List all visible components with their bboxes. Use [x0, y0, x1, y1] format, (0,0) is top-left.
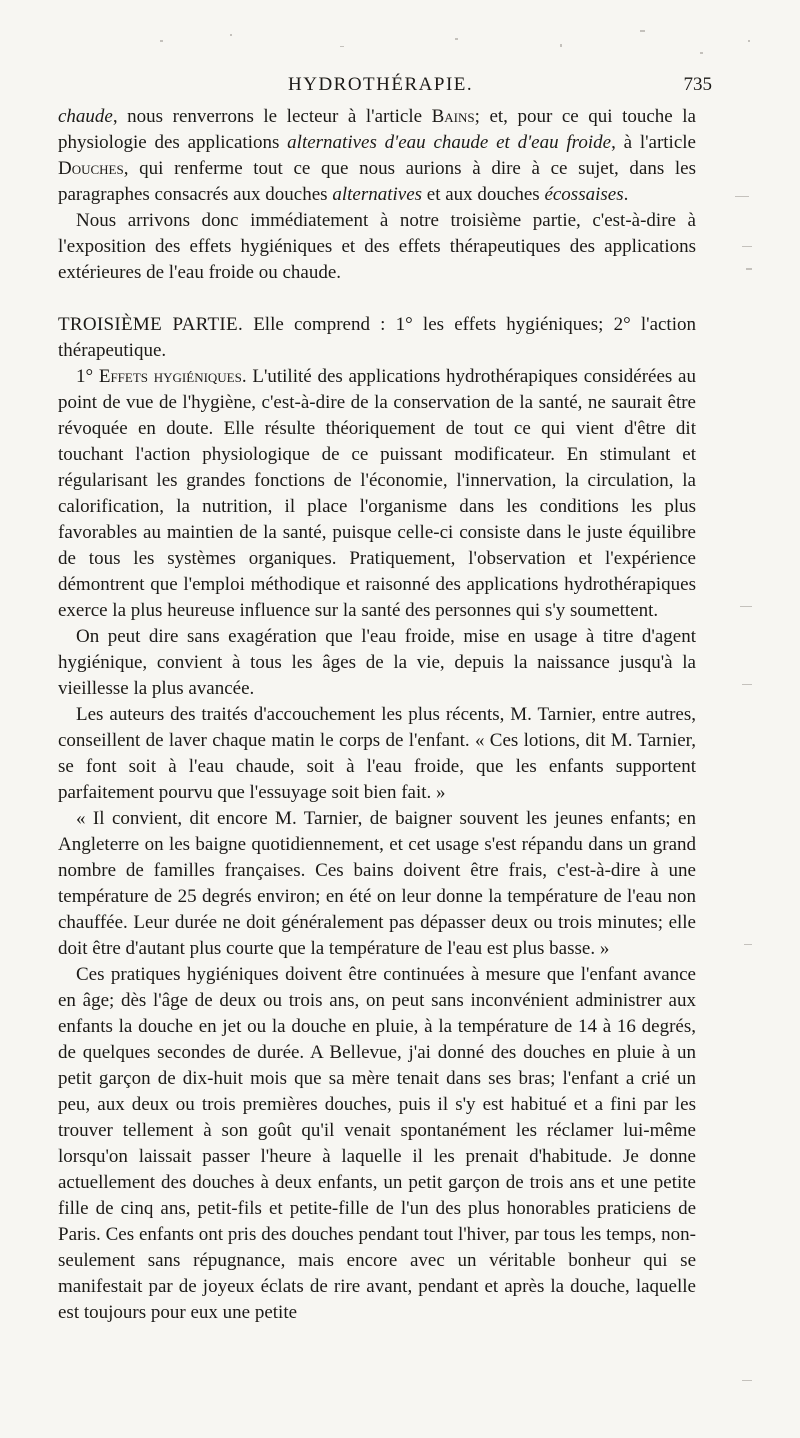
paragraph: Ces pratiques hygiéniques doivent être continuées à mesure que l'enfant avance en âge; dès l'âge de deux ou trois ans, on peut sans inconvénient administrer aux enfants la douche en jet ou la douche en pluie, à la température de 14 à 16 degrés, de quelques secondes de durée. A Bellevue, j'ai donné des douches en pluie à un petit garçon de dix-huit mois que sa mère tenait dans ses bras; l'enfant a crié un peu, aux deux ou trois premières douches, puis il s'y est habitué et a fini par les trouver tellement à son goût qu'il venait spontanément les réclamer lui-même lorsqu'on laissait passer l'heure à laquelle il les prenait d'habitude. Je donne actuellement des douches à deux enfants, un petit garçon de trois ans et une petite fille de cinq ans, petit-fils et petite-fille de l'un des plus honorables praticiens de Paris. Ces enfants ont pris des douches pendant tout l'hiver, par tous les temps, non-seulement sans répugnance, mais encore avec un véritable bonheur qui se manifestait par de joyeux éclats de rire avant, pendant et après la douche, laquelle est toujours pour eux une petite [58, 964, 696, 1323]
scan-speckle [742, 684, 752, 685]
scan-speckle [740, 606, 752, 607]
scan-speckle [744, 944, 752, 945]
italic-term: écossaises [544, 184, 624, 205]
scan-speckle [230, 34, 232, 36]
scan-speckle [748, 40, 750, 42]
scan-speckle [160, 40, 163, 42]
paragraph: Les auteurs des traités d'accouchement les plus récents, M. Tarnier, entre autres, conseillent de laver chaque matin le corps de l'enfant. « Ces lotions, dit M. Tarnier, se font soit à l'eau chaude, soit à l'eau froide, que les enfants supportent parfaitement pourvu que l'essuyage soit bien fait. » [58, 704, 696, 803]
cross-reference: Douches [58, 158, 124, 179]
italic-term: chaude [58, 106, 113, 127]
body-text [58, 104, 696, 1326]
page-number: 735 [683, 74, 712, 95]
cross-reference: Bains [431, 106, 475, 127]
scan-speckle [742, 246, 752, 247]
section-heading: TROISIÈME PARTIE. [58, 314, 243, 335]
text-run: ; et, pour ce qui touche la physiologie des applications [58, 106, 696, 153]
paragraph-continuation [58, 104, 696, 208]
text-run: , qui renferme tout ce que nous aurions à dire à ce sujet, dans les paragraphes consacrés aux douches [58, 158, 696, 205]
scan-speckle [735, 196, 749, 197]
scan-speckle [340, 46, 344, 47]
item-number: 1° [76, 366, 99, 387]
scan-speckle [700, 52, 703, 54]
text-run: , nous renverrons le lecteur à l'article [112, 106, 432, 127]
paragraph-effets-hygieniques [58, 364, 696, 624]
section-intro [58, 312, 696, 364]
subsection-heading: Effets hygiéniques. [98, 366, 247, 387]
text-run: et aux douches [422, 184, 545, 205]
paragraph-text: L'utilité des applications hydrothérapiques considérées au point de vue de l'hygiène, c'est-à-dire de la conservation de la santé, ne saurait être révoquée en doute. Elle résulte théoriquement de tout ce qui vient d'être dit touchant l'action physiologique de ce puissant modificateur. En stimulant et régularisant les grandes fonctions de l'économie, l'innervation, la circulation, la calorification, la nutrition, il place l'organisme dans les conditions les plus favorables au maintien de la santé, puisque celle-ci consiste dans le juste équilibre de tous les systèmes organiques. Pratiquement, l'observation et l'expérience démontrent que l'emploi méthodique et raisonné des applications hydrothérapiques exerce la plus heureuse influence sur la santé des personnes qui s'y soumettent. [58, 366, 696, 621]
italic-term: alternatives d'eau chaude et d'eau froide [287, 132, 612, 153]
text-run: . [623, 184, 629, 205]
scan-speckle [742, 1380, 752, 1381]
running-title: HYDROTHÉRAPIE. [288, 74, 474, 95]
scan-speckle [560, 44, 562, 47]
paragraph-transition: Nous arrivons donc immédiatement à notre troisième partie, c'est-à-dire à l'exposition des effets hygiéniques et des effets thérapeutiques des applications extérieures de l'eau froide ou chaude. [58, 210, 696, 283]
scan-speckle [455, 38, 458, 40]
italic-term: alternatives [332, 184, 423, 205]
scan-speckle [746, 268, 752, 270]
section-intro-text: Elle comprend : 1° les effets hygiéniques; 2° l'action thérapeutique. [58, 314, 696, 361]
running-header [58, 74, 712, 100]
paragraph: On peut dire sans exagération que l'eau froide, mise en usage à titre d'agent hygiénique, convient à tous les âges de la vie, depuis la naissance jusqu'à la vieillesse la plus avancée. [58, 626, 696, 699]
scan-speckle [640, 30, 645, 32]
paragraph-quotation: « Il convient, dit encore M. Tarnier, de baigner souvent les jeunes enfants; en Angleterre on les baigne quotidiennement, et cet usage s'est répandu dans un grand nombre de familles françaises. Ces bains doivent être frais, c'est-à-dire à une température de 25 degrés environ; en été on leur donne la température de l'eau non chauffée. Leur durée ne doit généralement pas dépasser deux ou trois minutes; elle doit être d'autant plus courte que la température de l'eau est plus basse. » [58, 808, 696, 959]
text-run: , à l'article [611, 132, 696, 153]
